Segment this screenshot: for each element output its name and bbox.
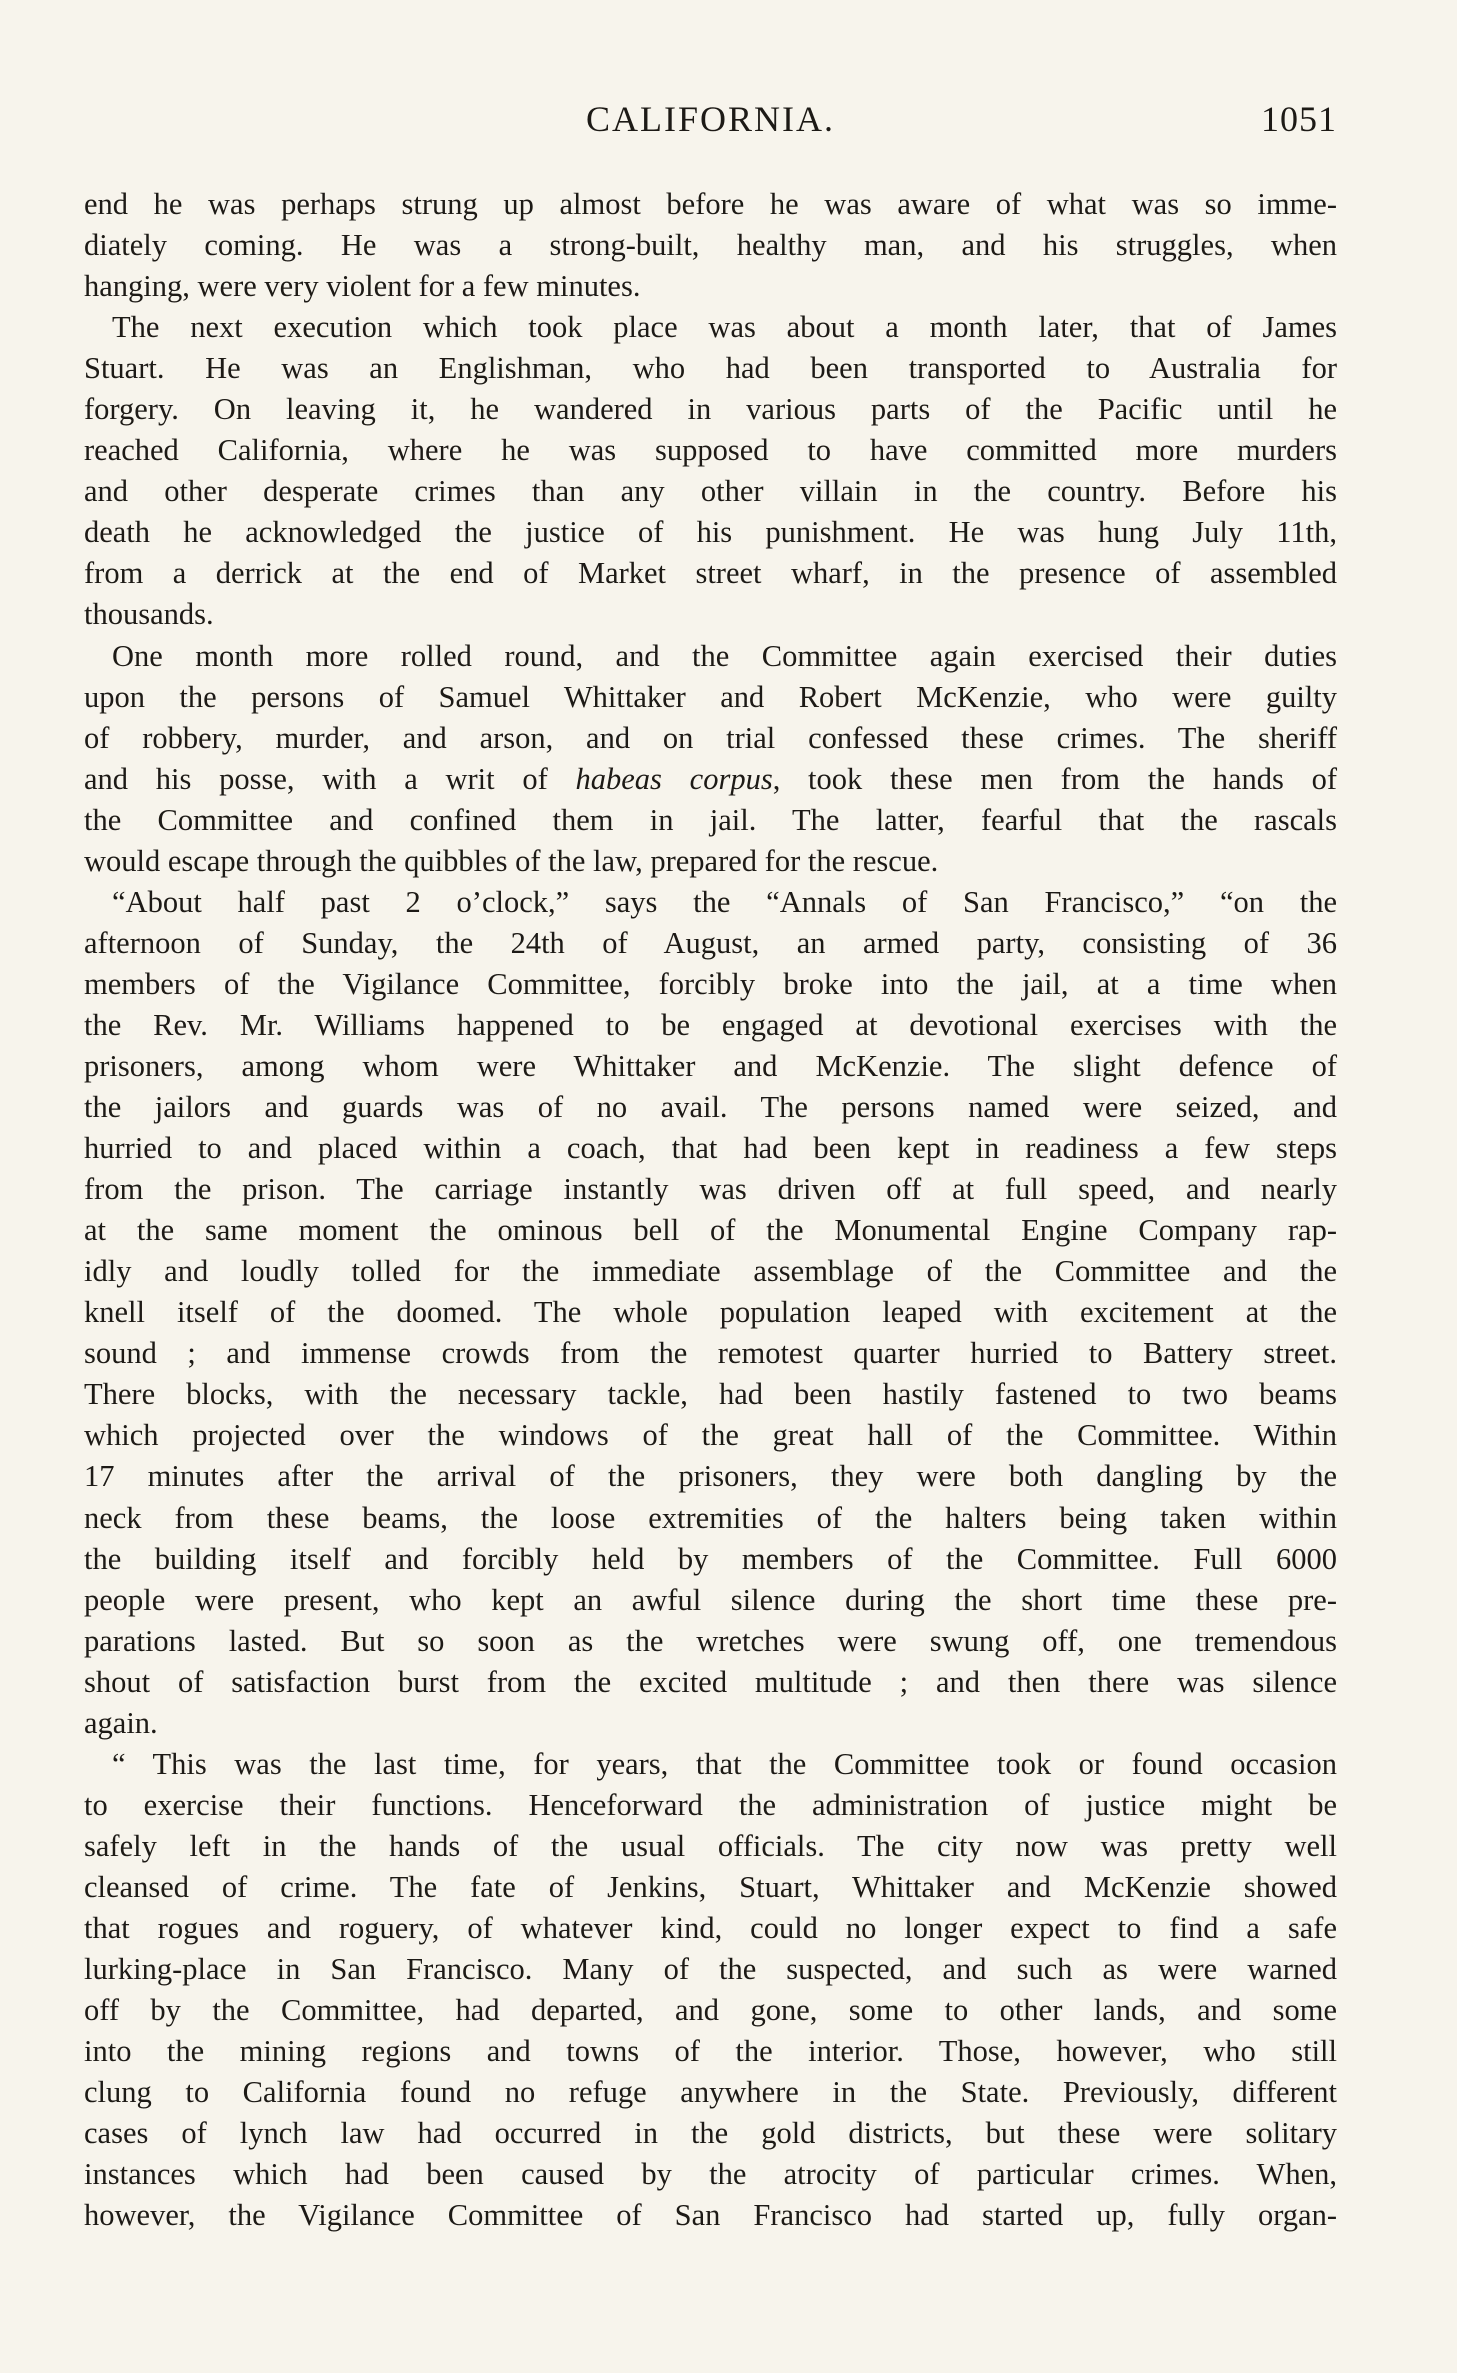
text-line: clung to California found no refuge anywhere in the State. Previously, different [84,2075,1337,2110]
text-line: and other desperate crimes than any other villain in the country. Before his [84,474,1337,509]
text-line: of robbery, murder, and arson, and on trial confessed these crimes. The sheriff [84,720,1337,755]
running-head [84,98,1337,148]
text-line: afternoon of Sunday, the 24th of August, an armed party, consisting of 36 [84,925,1337,960]
text-line: which projected over the windows of the great hall of the Committee. Within [84,1418,1337,1453]
text-line: would escape through the quibbles of the law, prepared for the rescue. [84,843,939,878]
text-line: forgery. On leaving it, he wandered in various parts of the Pacific until he [84,392,1337,427]
text-line: neck from these beams, the loose extremities of the halters being taken within [84,1500,1337,1535]
text-line: 17 minutes after the arrival of the prisoners, they were both dangling by the [84,1459,1337,1494]
text-line: end he was perhaps strung up almost before he was aware of what was so imme- [84,187,1337,221]
text-line: members of the Vigilance Committee, forcibly broke into the jail, at a time when [84,966,1337,1001]
text-line: into the mining regions and towns of the interior. Those, however, who still [84,2034,1337,2069]
text-line: idly and loudly tolled for the immediate assemblage of the Committee and the [84,1254,1337,1289]
text-line: hurried to and placed within a coach, that had been kept in readiness a few steps [84,1131,1337,1166]
text-line: shout of satisfaction burst from the excited multitude ; and then there was silence [84,1664,1337,1699]
text-line: again. [84,1705,158,1740]
text-line: cases of lynch law had occurred in the gold districts, but these were solitary [84,2116,1337,2151]
text-line: the Committee and confined them in jail. The latter, fearful that the rascals [84,802,1337,837]
text-line: sound ; and immense crowds from the remotest quarter hurried to Battery street. [84,1336,1337,1371]
text-line: “ This was the last time, for years, that the Committee took or found occasion [112,1746,1337,1781]
text-line: The next execution which took place was about a month later, that of James [112,310,1337,345]
text-line: death he acknowledged the justice of his punishment. He was hung July 11th, [84,515,1337,550]
text-line: reached California, where he was supposed to have committed more murders [84,433,1337,468]
running-title: CALIFORNIA. [585,99,835,139]
text-line: There blocks, with the necessary tackle, had been hastily fastened to two beams [84,1377,1337,1412]
text-line: upon the persons of Samuel Whittaker and Robert McKenzie, who were guilty [84,679,1337,714]
text-line: the Rev. Mr. Williams happened to be engaged at devotional exercises with the [84,1007,1337,1042]
text-line: diately coming. He was a strong-built, healthy man, and his struggles, when [84,228,1337,263]
text-line: knell itself of the doomed. The whole population leaped with excitement at the [84,1295,1337,1330]
text-line: prisoners, among whom were Whittaker and McKenzie. The slight defence of [84,1048,1337,1083]
italic-phrase: habeas corpus [575,761,773,796]
text-line: off by the Committee, had departed, and gone, some to other lands, and some [84,1993,1337,2028]
text-line: that rogues and roguery, of whatever kind, could no longer expect to find a safe [84,1910,1337,1945]
page-number: 1051 [1261,99,1337,139]
text-line: the jailors and guards was of no avail. The persons named were seized, and [84,1090,1337,1125]
text-line: “About half past 2 o’clock,” says the “Annals of San Francisco,” “on the [112,884,1337,919]
text-line: from a derrick at the end of Market street wharf, in the presence of assembled [84,556,1337,591]
text-line: One month more rolled round, and the Committee again exercised their duties [112,638,1337,673]
text-line: parations lasted. But so soon as the wretches were swung off, one tremendous [84,1623,1337,1658]
text-line: people were present, who kept an awful silence during the short time these pre- [84,1582,1337,1617]
text-line: and his posse, with a writ of habeas corpus, took these men from the hands of [84,761,1337,796]
body-text [84,184,1337,2236]
text-line: to exercise their functions. Henceforward the administration of justice might be [84,1787,1337,1822]
text-line: hanging, were very violent for a few minutes. [84,269,641,304]
text-line: thousands. [84,597,214,632]
text-line: however, the Vigilance Committee of San Francisco had started up, fully organ- [84,2198,1337,2233]
text-line: cleansed of crime. The fate of Jenkins, Stuart, Whittaker and McKenzie showed [84,1869,1337,1904]
text-line: at the same moment the ominous bell of the Monumental Engine Company rap- [84,1213,1337,1248]
text-line: instances which had been caused by the atrocity of particular crimes. When, [84,2157,1337,2192]
text-line: Stuart. He was an Englishman, who had been transported to Australia for [84,351,1337,386]
text-line: lurking-place in San Francisco. Many of the suspected, and such as were warned [84,1952,1337,1987]
text-line: the building itself and forcibly held by members of the Committee. Full 6000 [84,1541,1337,1576]
text-line: from the prison. The carriage instantly was driven off at full speed, and nearly [84,1172,1337,1207]
text-line: safely left in the hands of the usual officials. The city now was pretty well [84,1828,1337,1863]
